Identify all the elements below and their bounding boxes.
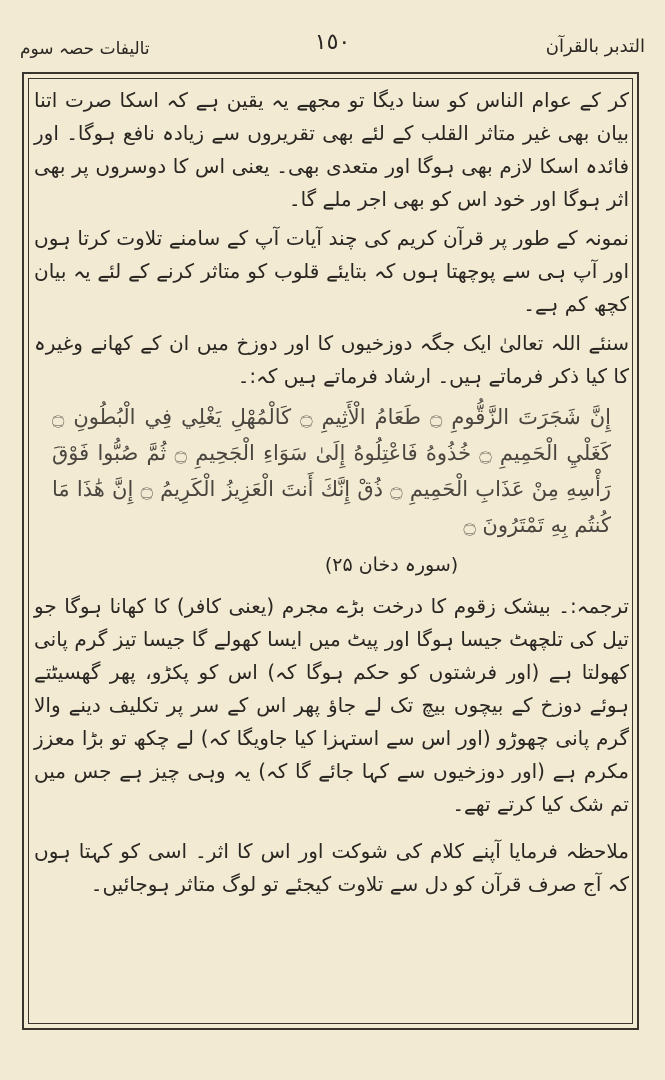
surah-reference: (سورہ دخان ۲۵) <box>324 554 459 576</box>
closing-paragraph: ملاحظہ فرمایا آپنے کلام کی شوکت اور اس کا اثر۔ اسی کو کہتا ہوں کہ آج صرف قرآن کو دل سے تلاوت کیجئے تو لوگ متاثر ہوجائیں۔ <box>34 839 629 896</box>
paragraph-1: کر کے عوام الناس کو سنا دیگا تو مجھے یہ یقین ہے کہ اسکا صرت اتنا بیان بھی غیر متاثر القلب کے لئے بھی تقریروں سے زیادہ نافع ہوگا۔ اور فائدہ اسکا لازم بھی ہوگا اور متعدی بھی۔ یعنی اس کا دوسروں پر بھی اثر ہوگا اور خود اس کو بھی اجر ملے گا۔ <box>34 88 629 211</box>
translation: ترجمہ:۔ بیشک زقوم کا درخت بڑے مجرم (یعنی کافر) کا کھانا ہوگا جو تیل کی تلچھٹ جیسا ہوگا اور پیٹ میں ایسا کھولے گا جیسا تیز گرم پانی کھولتا ہے (اور فرشتوں کو حکم ہوگا کہ) اس کو پکڑو، پھر گھسیٹتے ہوئے دوزخ کے بیچوں بیچ تک لے جاؤ پھر اس کے سر پر تکلیف دینے والا گرم پانی چھوڑو (اور اس سے استہزا کیا جاویگا کہ) لے چکھ تو بڑا معزز مکرم ہے (اور دوزخیوں سے کہا جائے گا کہ) یہ وہی چیز ہے جس میں تم شک کیا کرتے تھے۔ <box>34 594 629 816</box>
page-number: ١٥٠ <box>314 30 351 55</box>
quran-verses: إِنَّ شَجَرَتَ الزَّقُّومِ ۝ طَعَامُ الْأَثِيمِ ۝ كَالْمُهْلِ يَغْلِي فِي الْبُطُونِ ۝ كَغَلْيِ الْحَمِيمِ ۝ خُذُوهُ فَاعْتِلُوهُ إِلَىٰ سَوَاءِ الْجَحِيمِ ۝ ثُمَّ صُبُّوا فَوْقَ رَأْسِهِ مِنْ عَذَابِ الْحَمِيمِ ۝ ذُقْ إِنَّكَ أَنتَ الْعَزِيزُ الْكَرِيمُ ۝ إِنَّ هَٰذَا مَا كُنتُم بِهِ تَمْتَرُونَ ۝ <box>52 405 612 537</box>
paragraph-2: نمونہ کے طور پر قرآن کریم کی چند آیات آپ کے سامنے تلاوت کرتا ہوں اور آپ ہی سے پوچھتا ہوں کہ بتایئے قلوب کو متاثر کرنے کے لئے یہ بیان کچھ کم ہے۔ <box>34 226 629 316</box>
book-title: التدبر بالقرآن <box>545 36 645 57</box>
page-body <box>34 84 629 907</box>
page-header <box>20 30 645 66</box>
section-title: تالیفات حصہ سوم <box>20 39 150 59</box>
paragraph-3: سنئے اللہ تعالیٰ ایک جگہ دوزخیوں کا اور دوزخ میں ان کے کھانے وغیرہ کا کیا ذکر فرماتے ہیں۔ ارشاد فرماتے ہیں کہ:۔ <box>34 331 629 388</box>
